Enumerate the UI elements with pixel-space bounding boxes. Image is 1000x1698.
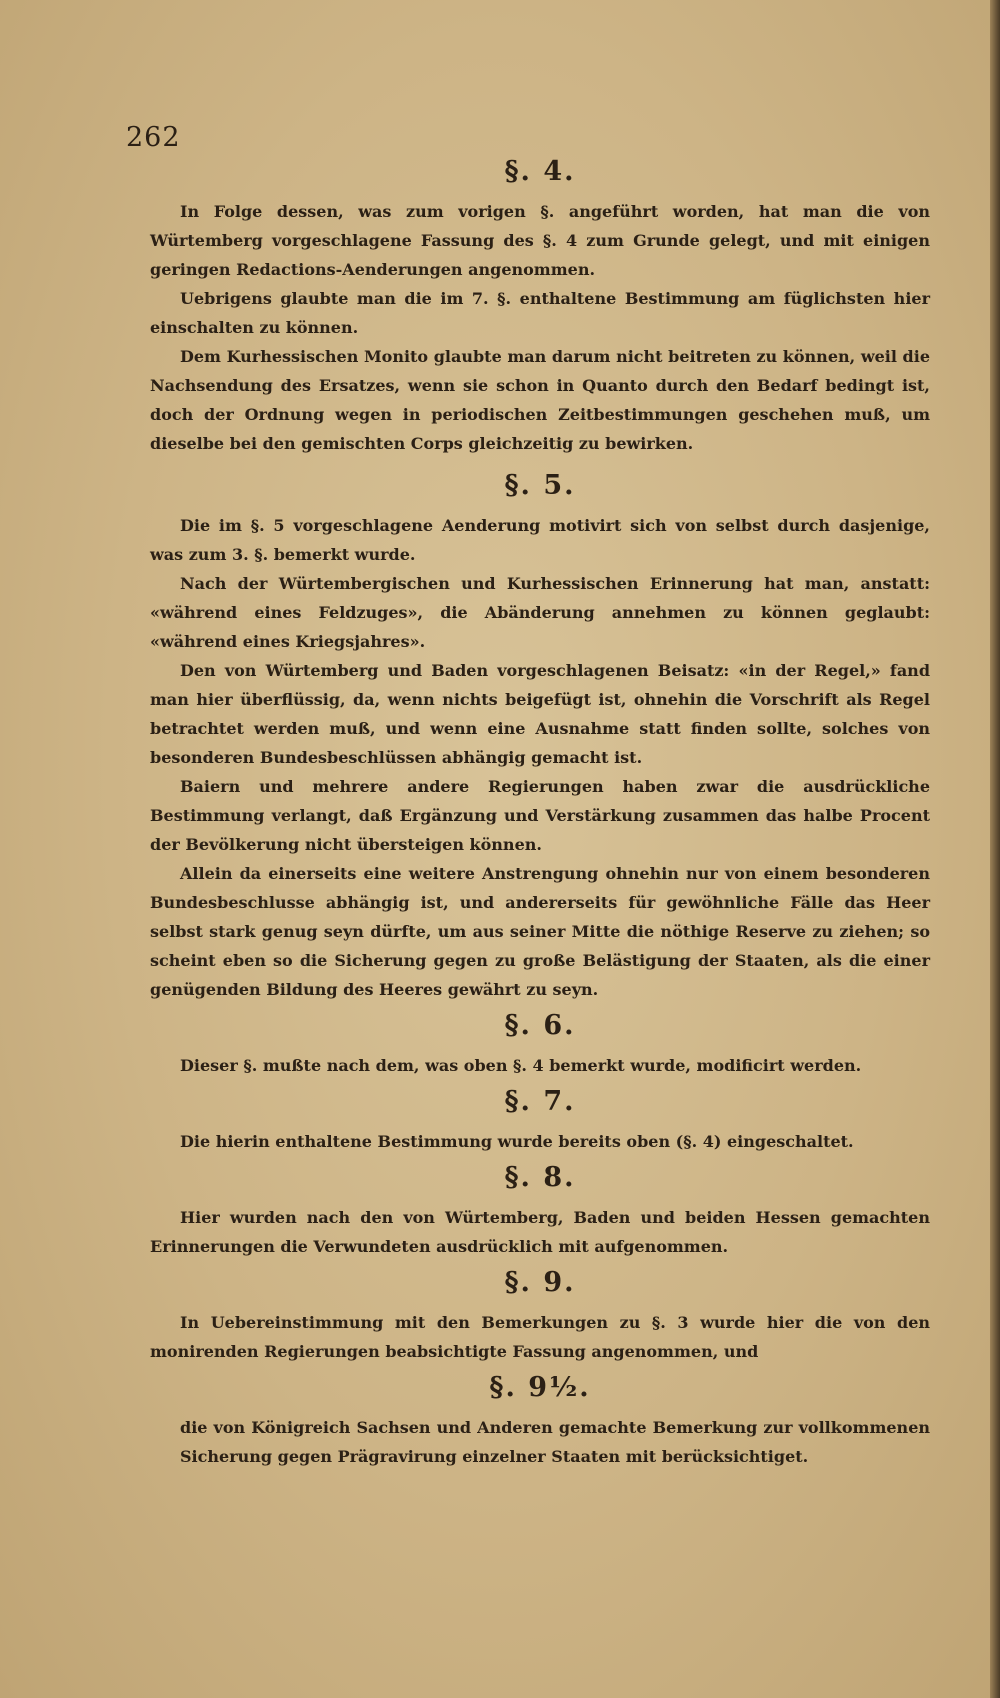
paragraph: In Folge dessen, was zum vorigen §. angeführt worden, hat man die von Würtemberg vorgeschlagene Fassung des §. 4 zum Grunde gelegt, und mit einigen geringen Redactions-Aenderungen angenommen. — [150, 202, 930, 279]
paragraph: Die im §. 5 vorgeschlagene Aenderung motivirt sich von selbst durch dasjenige, was zum 3. §. bemerkt wurde. — [150, 516, 930, 564]
section-heading-6: §. 6. — [504, 1010, 576, 1041]
page-edge — [990, 0, 1000, 1698]
paragraph: die von Königreich Sachsen und Anderen gemachte Bemerkung zur vollkommenen Sicherung gegen Prägravirung einzelner Staaten mit berücksichtiget. — [180, 1418, 930, 1466]
paragraph: Allein da einerseits eine weitere Anstrengung ohnehin nur von einem besonderen Bundesbeschlusse abhängig ist, und andererseits für gewöhnliche Fälle das Heer selbst stark genug seyn dürfte, um aus seiner Mitte die nöthige Reserve zu ziehen; so scheint eben so die Sicherung gegen zu große Belästigung der Staaten, als die einer genügenden Bildung des Heeres gewährt zu seyn. — [150, 864, 930, 999]
section-heading-4: §. 4. — [504, 156, 576, 187]
paragraph: Die hierin enthaltene Bestimmung wurde bereits oben (§. 4) eingeschaltet. — [180, 1132, 854, 1151]
paragraph: In Uebereinstimmung mit den Bemerkungen zu §. 3 wurde hier die von den monirenden Regierungen beabsichtigte Fassung angenommen, und — [150, 1313, 930, 1361]
paragraph: Dieser §. mußte nach dem, was oben §. 4 bemerkt wurde, modificirt werden. — [180, 1056, 862, 1075]
paragraph: Baiern und mehrere andere Regierungen haben zwar die ausdrückliche Bestimmung verlangt, daß Ergänzung und Verstärkung zusammen das halbe Procent der Bevölkerung nicht übersteigen können. — [150, 777, 930, 854]
paragraph: Dem Kurhessischen Monito glaubte man darum nicht beitreten zu können, weil die Nachsendung des Ersatzes, wenn sie schon in Quanto durch den Bedarf bedingt ist, doch der Ordnung wegen in periodischen Zeitbestimmungen geschehen muß, um dieselbe bei den gemischten Corps gleichzeitig zu bewirken. — [150, 347, 930, 453]
paragraph: Den von Würtemberg und Baden vorgeschlagenen Beisatz: «in der Regel,» fand man hier überflüssig, da, wenn nichts beigefügt ist, ohnehin die Vorschrift als Regel betrachtet werden muß, und wenn eine Ausnahme statt finden sollte, solches von besonderen Bundesbeschlüssen abhängig gemacht ist. — [150, 661, 930, 767]
page-body — [150, 150, 930, 1471]
page-number: 262 — [126, 122, 181, 153]
section-heading-5: §. 5. — [504, 470, 576, 501]
section-heading-8: §. 8. — [504, 1162, 576, 1193]
section-heading-9-half: §. 9½. — [489, 1372, 591, 1403]
paragraph: Hier wurden nach den von Würtemberg, Baden und beiden Hessen gemachten Erinnerungen die Verwundeten ausdrücklich mit aufgenommen. — [150, 1208, 930, 1256]
paragraph: Nach der Würtembergischen und Kurhessischen Erinnerung hat man, anstatt: «während eines Feldzuges», die Abänderung annehmen zu können geglaubt: «während eines Kriegsjahres». — [150, 574, 930, 651]
section-heading-7: §. 7. — [504, 1086, 576, 1117]
paragraph: Uebrigens glaubte man die im 7. §. enthaltene Bestimmung am füglichsten hier einschalten zu können. — [150, 289, 930, 337]
section-heading-9: §. 9. — [504, 1267, 576, 1298]
